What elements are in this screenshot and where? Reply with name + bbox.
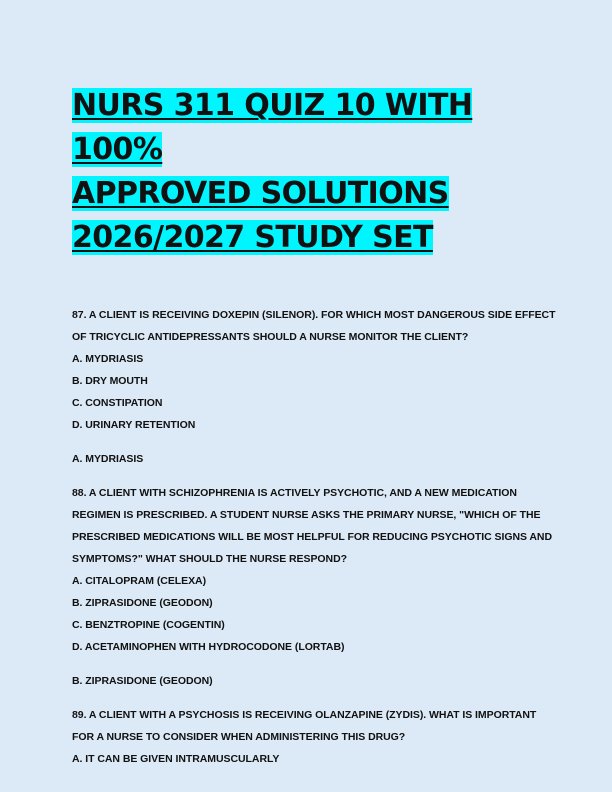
- question-89: [72, 704, 552, 770]
- question-text-line: FOR A NURSE TO CONSIDER WHEN ADMINISTERING THIS DRUG?: [72, 731, 406, 743]
- question-88: [72, 482, 552, 692]
- option-a: A. MYDRIASIS: [72, 353, 144, 365]
- question-text-line: 88. A CLIENT WITH SCHIZOPHRENIA IS ACTIVELY PSYCHOTIC, AND A NEW MEDICATION: [72, 487, 517, 499]
- option-b: B. ZIPRASIDONE (GEODON): [72, 597, 213, 609]
- answer: B. ZIPRASIDONE (GEODON): [72, 675, 213, 687]
- title-line-1: NURS 311 QUIZ 10 WITH 100%: [72, 88, 473, 167]
- option-c: C. BENZTROPINE (COGENTIN): [72, 619, 225, 631]
- option-a: A. IT CAN BE GIVEN INTRAMUSCULARLY: [72, 753, 280, 765]
- question-text-line: OF TRICYCLIC ANTIDEPRESSANTS SHOULD A NURSE MONITOR THE CLIENT?: [72, 331, 469, 343]
- option-a: A. CITALOPRAM (CELEXA): [72, 575, 207, 587]
- question-87: [72, 304, 556, 470]
- option-c: C. CONSTIPATION: [72, 397, 163, 409]
- question-text-line: SYMPTOMS?" WHAT SHOULD THE NURSE RESPOND?: [72, 553, 347, 565]
- option-d: D. URINARY RETENTION: [72, 419, 196, 431]
- question-text-line: 89. A CLIENT WITH A PSYCHOSIS IS RECEIVING OLANZAPINE (ZYDIS). WHAT IS IMPORTANT: [72, 709, 537, 721]
- question-text-line: REGIMEN IS PRESCRIBED. A STUDENT NURSE ASKS THE PRIMARY NURSE, "WHICH OF THE: [72, 509, 541, 521]
- option-b: B. DRY MOUTH: [72, 375, 148, 387]
- title-line-2: APPROVED SOLUTIONS: [72, 176, 449, 211]
- title-line-3: 2026/2027 STUDY SET: [72, 220, 433, 255]
- question-text-line: 87. A CLIENT IS RECEIVING DOXEPIN (SILENOR). FOR WHICH MOST DANGEROUS SIDE EFFECT: [72, 309, 556, 321]
- document-title: [72, 84, 552, 260]
- option-d: D. ACETAMINOPHEN WITH HYDROCODONE (LORTAB): [72, 641, 345, 653]
- question-text-line: PRESCRIBED MEDICATIONS WILL BE MOST HELPFUL FOR REDUCING PSYCHOTIC SIGNS AND: [72, 531, 553, 543]
- answer: A. MYDRIASIS: [72, 453, 144, 465]
- quiz-content: [72, 304, 556, 770]
